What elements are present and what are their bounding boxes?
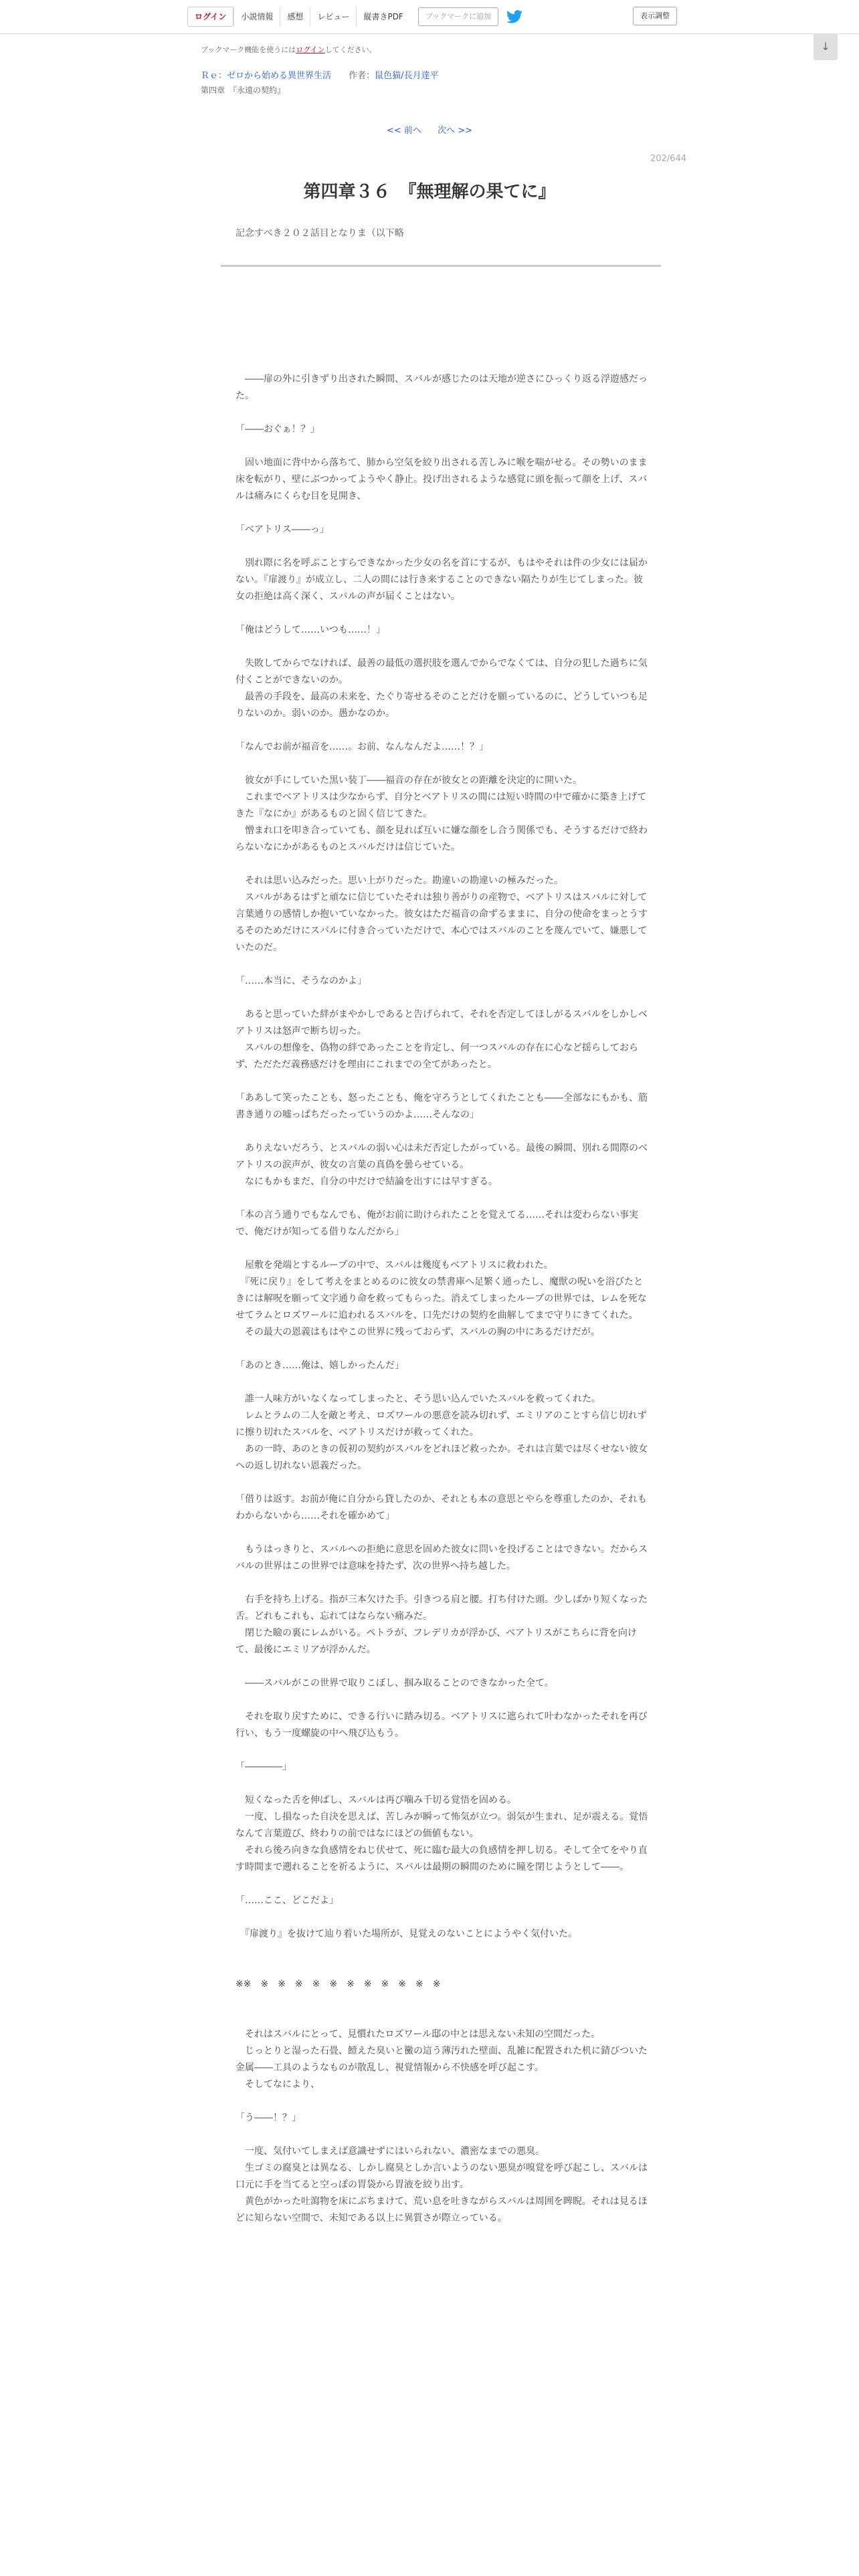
body-line: 「なんでお前が福音を……。お前、なんなんだよ……！？」 — [235, 742, 488, 752]
body-line — [235, 405, 650, 421]
body-line — [235, 990, 650, 1006]
body-line: その最大の恩義はもはやこの世界に残っておらず、スバルの胸の中にあるだけだが。 — [235, 1327, 600, 1337]
body-line: 彼女が手にしていた黒い装丁――福音の存在が彼女との距離を決定的に開いた。 — [235, 775, 582, 786]
body-line: 一度、し損なった自決を思えば、苦しみが瞬って怖気が立つ。弱気が生まれ、足が震える。覚悟なんて言葉遊び、終わりの前ではなにほどの価値もない。 — [235, 1812, 648, 1839]
body-line — [235, 1876, 650, 1893]
body-line: 「あのとき……俺は、嬉しかったんだ」 — [235, 1360, 404, 1371]
preface-divider — [221, 265, 661, 267]
body-line: もうはっきりと、スバルへの拒絶に意思を固めた彼女に問いを投げることはできない。だからスバルの世界はこの世界では意味を持たず、次の世界へ持ち越した。 — [235, 1544, 648, 1572]
body-line — [235, 1341, 650, 1358]
body-line — [235, 1525, 650, 1541]
body-line: 一度、気付いてしまえば意識せずにはいられない、濃密なまでの悪臭。 — [235, 2146, 545, 2157]
author-label: 作者： — [349, 71, 375, 81]
body-line: 別れ際に名を呼ぶことすらできなかった少女の名を首にするが、もはやそれは件の少女には届かない。『扉渡り』が成立し、二人の間には行き来することのできない隔たりが生じてしまった。彼女の拒絶は高く深く、スバルの声が届くことはない。 — [235, 558, 648, 602]
bookmark-notice-suffix: してください。 — [324, 45, 377, 54]
episode-title: 第四章３６ 『無理解の果てに』 — [303, 182, 556, 202]
body-line — [235, 1241, 650, 1257]
body-line — [235, 2093, 650, 2110]
body-line: 黄色がかった吐瀉物を床にぶちまけて、荒い息を吐きながらスバルは周囲を睥睨。それは見るほどに知らない空間で、未知である以上に異質さが際立っている。 — [235, 2196, 648, 2224]
review-link[interactable]: レビュー — [310, 7, 356, 27]
body-line — [235, 856, 650, 873]
body-line: 「ベアトリス――っ」 — [235, 524, 329, 535]
series-info — [201, 68, 439, 81]
next-page-link[interactable]: 次へ >> — [438, 126, 472, 136]
body-line: 屋敷を発端とするループの中で、スバルは幾度もベアトリスに救われた。 — [235, 1260, 553, 1271]
body-line: スバルがあるはずと頑なに信じていたそれは独り善がりの産物で、ベアトリスはスバルに対して言葉通りの感情しか抱いていなかった。彼女はただ福音の命ずるままに、自分の使命をまっとうするそのためだけにスバルに付き合っていただけで、本心ではスバルのことを蔑んでいて、嫌悪していたのだ。 — [235, 892, 648, 953]
chapter-title: 第四章 『永遠の契約』 — [201, 86, 286, 95]
body-line: レムとラムの二人を敵と考え、ロズワールの悪意を読み切れず、エミリアのことすら信じ切れずに擦り切れたスバルを、ベアトリスだけが救ってくれた。 — [235, 1410, 647, 1438]
body-line: それを取り戻すために、できる行いに踏み切る。ベアトリスに遮られて叶わなかったそれを再び行い、もう一度螺旋の中へ飛び込もう。 — [235, 1711, 648, 1739]
page-count: 202/644 — [650, 154, 686, 164]
top-bar — [0, 0, 859, 34]
body-line — [235, 354, 650, 371]
body-line: 「――おぐぁ！？」 — [235, 424, 320, 435]
body-line — [235, 722, 650, 739]
body-line: 「……本当に、そうなのかよ」 — [235, 976, 367, 986]
body-line — [235, 1909, 650, 1926]
body-line: 『死に戻り』をして考えをまとめるのに彼女の禁書庫へ足繁く通ったし、魔獣の呪いを浴びたときには解呪を願って文字通り命を救ってもらった。消えてしまったループの世界では、レムを死なせてラムとロズワールに追われるスバルを、口先だけの契約を曲解してまで守りにきてくれた。 — [235, 1277, 647, 1321]
novel-body — [235, 321, 650, 2227]
body-line: 「借りは返す。お前が俺に自分から貸したのか、それとも本の意思とやらを尊重したのか、それもわからないから……それを確かめて」 — [235, 1494, 647, 1521]
body-line: 「う――！？」 — [235, 2113, 301, 2123]
body-line — [235, 2010, 650, 2026]
body-line: 「ああして笑ったことも、怒ったことも、俺を守ろうとしてくれたことも――全部なにもかも、筋書き通りの嘘っぱちだったっていうのかよ……そんなの」 — [235, 1093, 648, 1120]
scroll-down-arrow-icon[interactable]: ↓ — [814, 33, 838, 60]
body-line: それはスバルにとって、見慣れたロズワール邸の中とは思えない未知の空間だった。 — [235, 2029, 601, 2040]
body-line: 閉じた瞼の裏にレムがいる。ペトラが、フレデリカが浮かび、ベアトリスがこちらに背を向けて、最後にエミリアが浮かんだ。 — [235, 1628, 637, 1655]
body-line: 短くなった舌を伸ばし、スバルは再び噛み千切る覚悟を固める。 — [235, 1795, 516, 1806]
body-line — [235, 1692, 650, 1709]
body-line — [235, 1993, 650, 2010]
body-line — [235, 1475, 650, 1491]
body-line: あると思っていた絆がまやかしであると告げられて、それを否定してほしがるスバルをしかしベアトリスは怒声で断ち切った。 — [235, 1009, 648, 1037]
body-line: スバルの想像を、偽物の絆であったことを肯定し、何一つスバルの存在に心など揺らしておらず、ただただ義務感だけを理由にこれまでの全てがあったと。 — [235, 1043, 638, 1070]
body-line — [235, 438, 650, 455]
body-line: 固い地面に背中から落ちて、肺から空気を絞り出される苦しみに喉を喘がせる。その勢いのまま床を転がり、壁にぶつかってようやく静止。投げ出されるような感覚に頭を振って顔を上げ、スバルは痛みにくらむ目を見開き、 — [235, 457, 648, 502]
body-line: ありえないだろう、とスバルの弱い心は未だ否定したがっている。最後の瞬間、別れる間際のベアトリスの涙声が、彼女の言葉の真偽を曇らせている。 — [235, 1143, 648, 1170]
impressions-link[interactable]: 感想 — [280, 7, 310, 27]
body-line — [235, 756, 650, 772]
login-link[interactable]: ログイン — [187, 7, 233, 27]
body-line: ※※ ※ ※ ※ ※ ※ ※ ※ ※ ※ ※ ※ — [235, 1979, 441, 1990]
body-line: なにもかもまだ、自分の中だけで結論を出すには早すぎる。 — [235, 1176, 498, 1187]
body-line — [235, 538, 650, 555]
body-line — [235, 1374, 650, 1391]
bookmark-notice-login-link[interactable]: ログイン — [296, 45, 325, 54]
author-name-link[interactable]: 鼠色猫/長月達平 — [375, 71, 439, 81]
body-line — [235, 1190, 650, 1207]
pager — [0, 123, 859, 136]
body-line — [235, 1742, 650, 1759]
body-line: 「本の言う通りでもなんでも、俺がお前に助けられたことを覚えてる……それは変わらない事実で、俺だけが知ってる借りなんだから」 — [235, 1210, 638, 1237]
body-line: 生ゴミの腐臭とは異なる、しかし腐臭としか言いようのない悪臭が嗅覚を呼び起こし、スバルは口元に手を当てると空っぽの胃袋から胃液を絞り出す。 — [235, 2163, 648, 2190]
top-nav — [187, 7, 522, 27]
body-line: それは思い込みだった。思い上がりだった。勘違いの勘違いの極みだった。 — [235, 875, 563, 886]
body-line: 『扉渡り』を抜けて辿り着いた場所が、見覚えのないことにようやく気付いた。 — [235, 1929, 577, 1939]
body-line: 失敗してからでなければ、最善の最低の選択肢を選んでからでなくては、自分の犯した過ちに気付くことができないのか。 — [235, 658, 648, 685]
body-line — [235, 338, 650, 354]
body-line — [235, 1073, 650, 1090]
novel-info-link[interactable]: 小説情報 — [233, 7, 280, 27]
body-line — [235, 2127, 650, 2143]
add-bookmark-button[interactable]: ブックマークに追加 — [418, 7, 498, 26]
body-line: 「……ここ、どこだよ」 — [235, 1895, 339, 1906]
body-line: ――スバルがこの世界で取りこぼし、掴み取ることのできなかった全て。 — [235, 1678, 554, 1689]
body-line: あの一時、あのときの仮初の契約がスバルをどれほど救ったか。それは言葉では尽くせない彼女への返し切れない恩義だった。 — [235, 1444, 648, 1471]
body-line: それら後ろ向きな負感情をねじ伏せて、死に臨む最大の負感情を押し切る。そして全てをやり直す時間まで遡れることを祈るように、スバルは最期の瞬間のために瞳を閉じようとして――。 — [235, 1845, 648, 1872]
body-line: じっとりと湿った石畳、饐えた臭いと黴の這う薄汚れた壁面、乱雑に配置された机に錆びついた金属――工具のようなものが散乱し、視覚情報から不快感を呼び起こす。 — [235, 2046, 648, 2073]
body-line — [235, 1943, 650, 1959]
display-adjust-button[interactable]: 表示調整 — [633, 7, 677, 25]
body-line: そしてなにより、 — [235, 2079, 320, 2090]
body-line — [235, 605, 650, 622]
body-line: 最善の手段を、最高の未来を、たぐり寄せるそのことだけを願っているのに、どうしていつも足りないのか。弱いのか。愚かなのか。 — [235, 691, 648, 719]
body-line: 憎まれ口を叩き合っていても、顔を見れば互いに嫌な顔をし合う関係でも、そうするだけで終わらないなにかがあるものとスバルだけは信じていた。 — [235, 825, 648, 853]
body-line: ――扉の外に引きずり出された瞬間、スバルが感じたのは天地が逆さにひっくり返る浮遊感だった。 — [235, 374, 648, 401]
body-line: 「――――」 — [235, 1761, 292, 1772]
body-line — [235, 321, 650, 338]
vertical-pdf-link[interactable]: 縦書きPDF — [356, 7, 409, 27]
body-line — [235, 1575, 650, 1592]
preface-text: 記念すべき２０２話目となりま（以下略 — [235, 228, 404, 239]
body-line — [235, 505, 650, 522]
bookmark-notice-prefix: ブックマーク機能を使うには — [201, 45, 296, 54]
body-line — [235, 639, 650, 655]
body-line — [235, 1658, 650, 1675]
bookmark-notice — [201, 44, 377, 55]
twitter-icon[interactable] — [506, 9, 522, 24]
body-line: 誰一人味方がいなくなってしまったと、そう思い込んでいたスバルを救ってくれた。 — [235, 1394, 601, 1404]
body-line — [235, 1959, 650, 1976]
body-line — [235, 1123, 650, 1140]
series-title-link[interactable]: Ｒｅ：ゼロから始める異世界生活 — [201, 71, 332, 81]
prev-page-link[interactable]: << 前へ — [387, 126, 421, 136]
body-line: 右手を持ち上げる。指が三本欠けた手。引きつる肩と腰。打ち付けた頭。少しばかり短くなった舌。どれもこれも、忘れてはならない痛みだ。 — [235, 1594, 648, 1622]
body-line: これまでベアトリスは少なからず、自分とベアトリスの間には短い時間の中で確かに築き上げてきた『なにか』があるものと固く信じてきた。 — [235, 792, 647, 819]
body-line: 「俺はどうして……いつも……！」 — [235, 625, 385, 635]
body-line — [235, 1776, 650, 1792]
body-line — [235, 956, 650, 973]
